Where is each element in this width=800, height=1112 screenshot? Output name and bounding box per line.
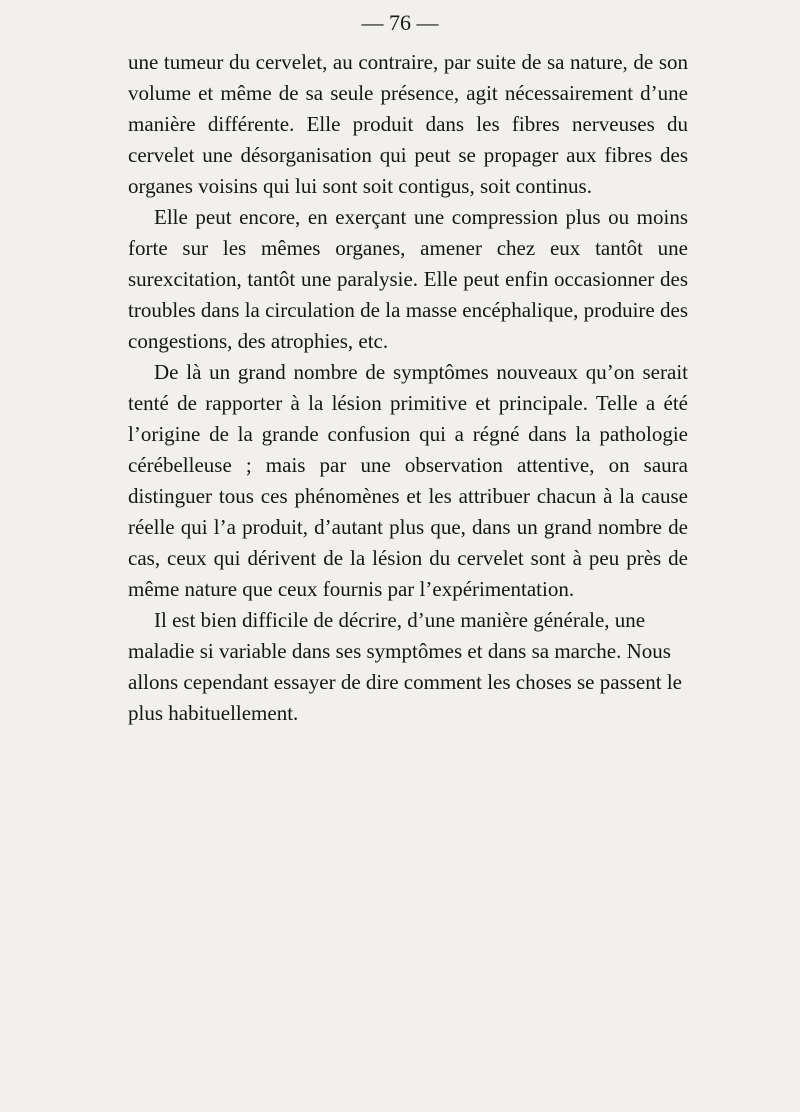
page-number: — 76 — [361, 10, 439, 35]
paragraph-4: Il est bien difficile de décrire, d’une manière générale, une maladie si variable dans ses symptômes et dans sa marche. Nous allons cependant essayer de dire comment les choses se passent le plus habituellement. [128, 608, 682, 725]
paragraph-1: une tumeur du cervelet, au contraire, par suite de sa nature, de son volume et même de sa seule présence, agit nécessairement d’une manière différente. Elle produit dans les fibres nerveuses du cervelet une désorganisation qui peut se propager aux fibres des organes voisins qui lui sont soit contigus, soit continus. [128, 50, 688, 198]
paragraph-2: Elle peut encore, en exerçant une compression plus ou moins forte sur les mêmes organes, amener chez eux tantôt une surexcitation, tantôt une paralysie. Elle peut enfin occasionner des troubles dans la circulation de la masse encéphalique, produire des congestions, des atrophies, etc. [128, 205, 688, 353]
paragraph-3: De là un grand nombre de symptômes nouveaux qu’on serait tenté de rapporter à la lésion primitive et principale. Telle a été l’origine de la grande confusion qui a régné dans la pathologie cérébelleuse ; mais par une observation attentive, on saura distinguer tous ces phénomènes et les attribuer chacun à la cause réelle qui l’a produit, d’autant plus que, dans un grand nombre de cas, ceux qui dérivent de la lésion du cervelet sont à peu près de même nature que ceux fournis par l’expérimentation. [128, 360, 688, 601]
page-text [128, 47, 688, 729]
